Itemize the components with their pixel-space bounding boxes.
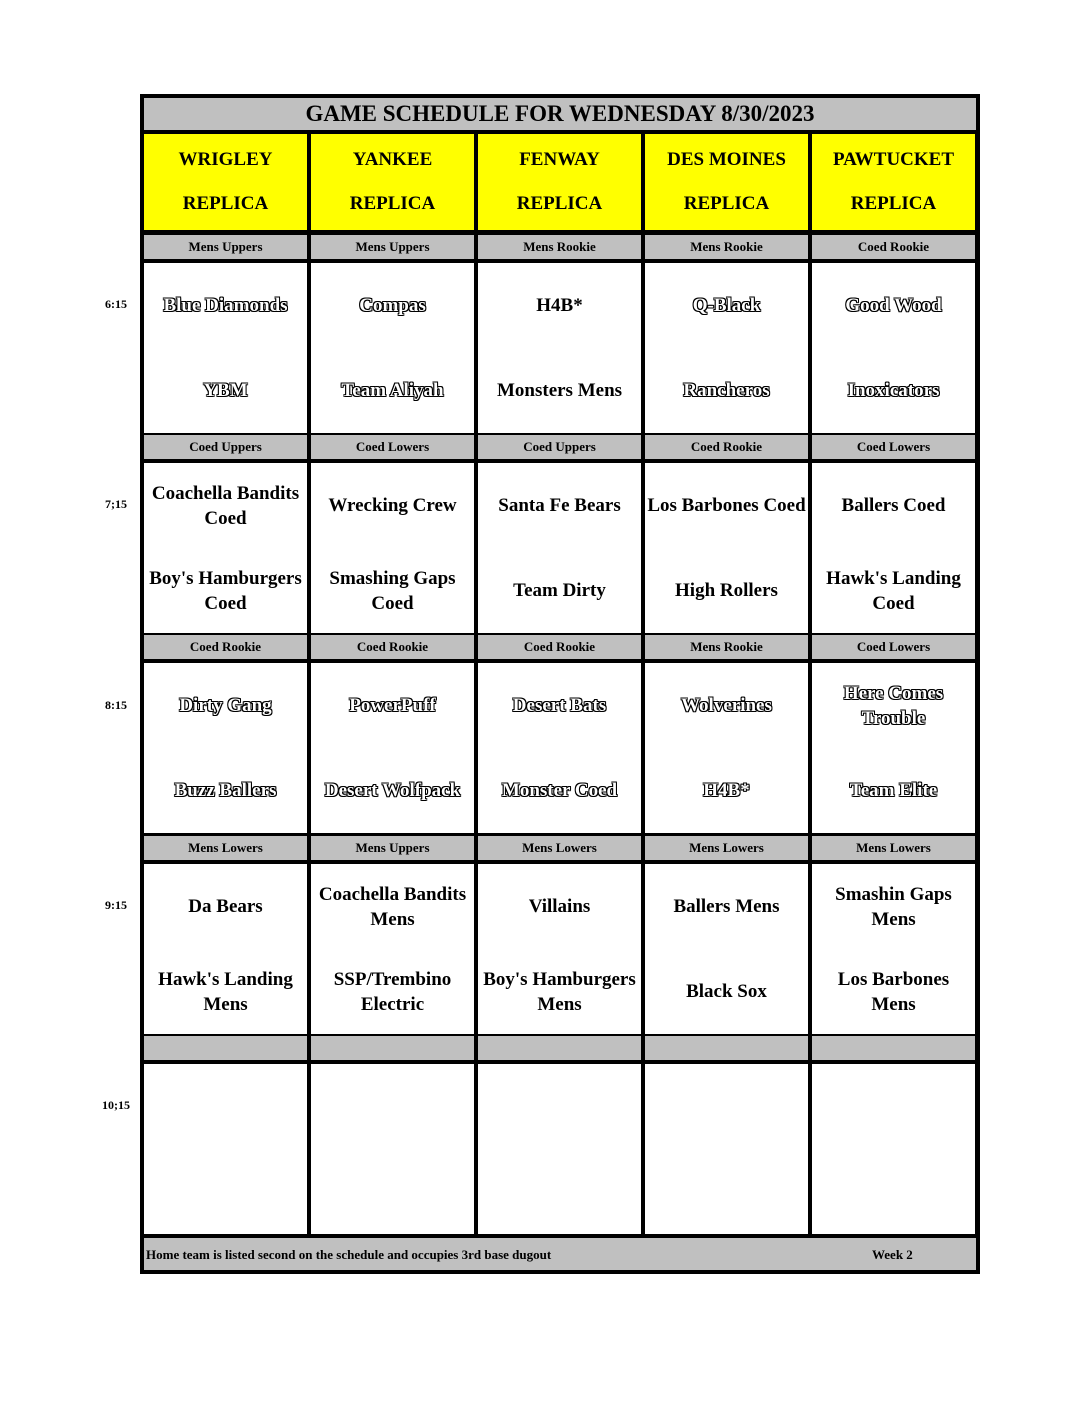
division-label: Mens Lowers	[812, 836, 975, 860]
division-label: Coed Rookie	[645, 435, 808, 459]
division-label	[478, 1036, 641, 1060]
home-team: Boy's Hamburgers Mens	[483, 968, 636, 1015]
division-label: Mens Lowers	[645, 836, 808, 860]
home-team	[892, 1149, 896, 1234]
division-label	[144, 1036, 307, 1060]
home-team: Black Sox	[686, 981, 767, 1002]
game-cell	[144, 263, 307, 433]
venue-name: PAWTUCKET	[832, 149, 955, 170]
away-team: Here Comes Trouble	[843, 682, 944, 729]
division-label: Coed Lowers	[812, 635, 975, 659]
home-team	[558, 1149, 562, 1234]
game-cell	[311, 263, 474, 433]
venue-subtitle: REPLICA	[516, 193, 603, 214]
time-label: 8:15	[105, 698, 127, 712]
game-cell	[812, 864, 975, 1034]
venue-subtitle: REPLICA	[683, 193, 770, 214]
away-team: Coachella Bandits Mens	[318, 883, 467, 930]
home-team: Hawk's Landing Mens	[158, 968, 293, 1015]
away-team: Compas	[359, 295, 426, 316]
away-team: Smashin Gaps Mens	[835, 883, 952, 930]
game-cell	[311, 663, 474, 833]
home-team: Buzz Ballers	[174, 780, 277, 801]
game-cell	[311, 463, 474, 633]
game-cell	[144, 864, 307, 1034]
home-team	[725, 1149, 729, 1234]
home-team: H4B*	[703, 780, 750, 801]
home-team	[224, 1149, 228, 1234]
division-label: Coed Rookie	[311, 635, 474, 659]
home-team: Team Dirty	[513, 580, 606, 601]
venue-header-1	[144, 134, 307, 230]
division-label: Mens Uppers	[144, 235, 307, 259]
away-team: Wolverines	[681, 695, 772, 716]
game-cell	[812, 1064, 975, 1234]
game-cell	[478, 463, 641, 633]
home-team: Smashing Gaps Coed	[329, 567, 456, 614]
venue-header-5	[812, 134, 975, 230]
division-label: Mens Lowers	[478, 836, 641, 860]
venue-name: WRIGLEY	[178, 149, 273, 170]
home-team: YBM	[203, 380, 248, 401]
home-team: Inoxicators	[847, 380, 940, 401]
game-cell	[478, 263, 641, 433]
away-team: Villains	[528, 896, 591, 917]
division-label	[311, 1036, 474, 1060]
home-team: Boy's Hamburgers Coed	[149, 567, 302, 614]
week-label: Week 2	[872, 1247, 913, 1262]
home-team	[391, 1149, 395, 1234]
home-team: Team Elite	[849, 780, 938, 801]
away-team	[725, 1064, 729, 1149]
division-label	[812, 1036, 975, 1060]
division-label: Coed Uppers	[144, 435, 307, 459]
game-cell	[645, 1064, 808, 1234]
division-label: Mens Rookie	[645, 235, 808, 259]
venue-name: YANKEE	[352, 149, 433, 170]
away-team	[224, 1064, 228, 1149]
game-cell	[812, 463, 975, 633]
home-team: High Rollers	[675, 580, 778, 601]
venue-header-4	[645, 134, 808, 230]
away-team: PowerPuff	[349, 695, 436, 716]
venue-subtitle: REPLICA	[850, 193, 937, 214]
away-team: Santa Fe Bears	[498, 495, 621, 516]
game-cell	[311, 864, 474, 1034]
home-team: Los Barbones Mens	[837, 968, 950, 1015]
time-label: 10;15	[102, 1098, 130, 1112]
game-cell	[812, 663, 975, 833]
game-cell	[645, 463, 808, 633]
venue-name: DES MOINES	[667, 149, 786, 170]
division-label: Coed Lowers	[812, 435, 975, 459]
division-label: Coed Rookie	[144, 635, 307, 659]
schedule-table	[140, 94, 980, 1274]
away-team	[558, 1064, 562, 1149]
venue-name: FENWAY	[519, 149, 600, 170]
game-cell	[478, 663, 641, 833]
game-cell	[645, 263, 808, 433]
home-team: Hawk's Landing Coed	[826, 567, 961, 614]
time-label: 9:15	[105, 898, 127, 912]
away-team: Dirty Gang	[179, 695, 272, 716]
away-team: Blue Diamonds	[163, 295, 288, 316]
game-cell	[478, 1064, 641, 1234]
away-team: Q-Black	[692, 295, 761, 316]
away-team: Good Wood	[845, 295, 942, 316]
game-cell	[144, 1064, 307, 1234]
away-team	[391, 1064, 395, 1149]
home-team: Monsters Mens	[496, 380, 623, 401]
home-team: Monster Coed	[501, 780, 618, 801]
home-team: SSP/Trembino Electric	[333, 968, 452, 1015]
footer-note: Home team is listed second on the schedule and occupies 3rd base dugout	[146, 1247, 552, 1262]
division-label: Mens Lowers	[144, 836, 307, 860]
division-label: Mens Rookie	[645, 635, 808, 659]
footer-row	[144, 1238, 976, 1270]
division-label: Coed Rookie	[478, 635, 641, 659]
game-cell	[645, 663, 808, 833]
time-label: 6:15	[105, 297, 127, 311]
division-label: Coed Rookie	[812, 235, 975, 259]
venue-header-3	[478, 134, 641, 230]
away-team	[892, 1064, 896, 1149]
away-team: Coachella Bandits Coed	[151, 482, 300, 529]
game-cell	[645, 864, 808, 1034]
venue-subtitle: REPLICA	[349, 193, 436, 214]
division-label: Mens Uppers	[311, 836, 474, 860]
home-team: Desert Wolfpack	[324, 780, 461, 801]
away-team: Wrecking Crew	[328, 495, 457, 516]
venue-subtitle: REPLICA	[182, 193, 269, 214]
schedule-title: GAME SCHEDULE FOR WEDNESDAY 8/30/2023	[144, 98, 976, 130]
home-team: Team Aliyah	[341, 380, 444, 401]
division-label: Coed Lowers	[311, 435, 474, 459]
game-cell	[812, 263, 975, 433]
away-team: Desert Bats	[512, 695, 607, 716]
away-team: Ballers Coed	[841, 495, 946, 516]
division-label: Mens Uppers	[311, 235, 474, 259]
game-cell	[144, 463, 307, 633]
away-team: H4B*	[536, 295, 583, 316]
venue-header-2	[311, 134, 474, 230]
game-cell	[144, 663, 307, 833]
time-label: 7;15	[105, 497, 127, 511]
game-cell	[478, 864, 641, 1034]
division-label: Mens Rookie	[478, 235, 641, 259]
away-team: Da Bears	[188, 896, 263, 917]
division-label: Coed Uppers	[478, 435, 641, 459]
division-label	[645, 1036, 808, 1060]
away-team: Ballers Mens	[673, 896, 780, 917]
game-cell	[311, 1064, 474, 1234]
home-team: Rancheros	[683, 380, 770, 401]
away-team: Los Barbones Coed	[647, 495, 806, 516]
